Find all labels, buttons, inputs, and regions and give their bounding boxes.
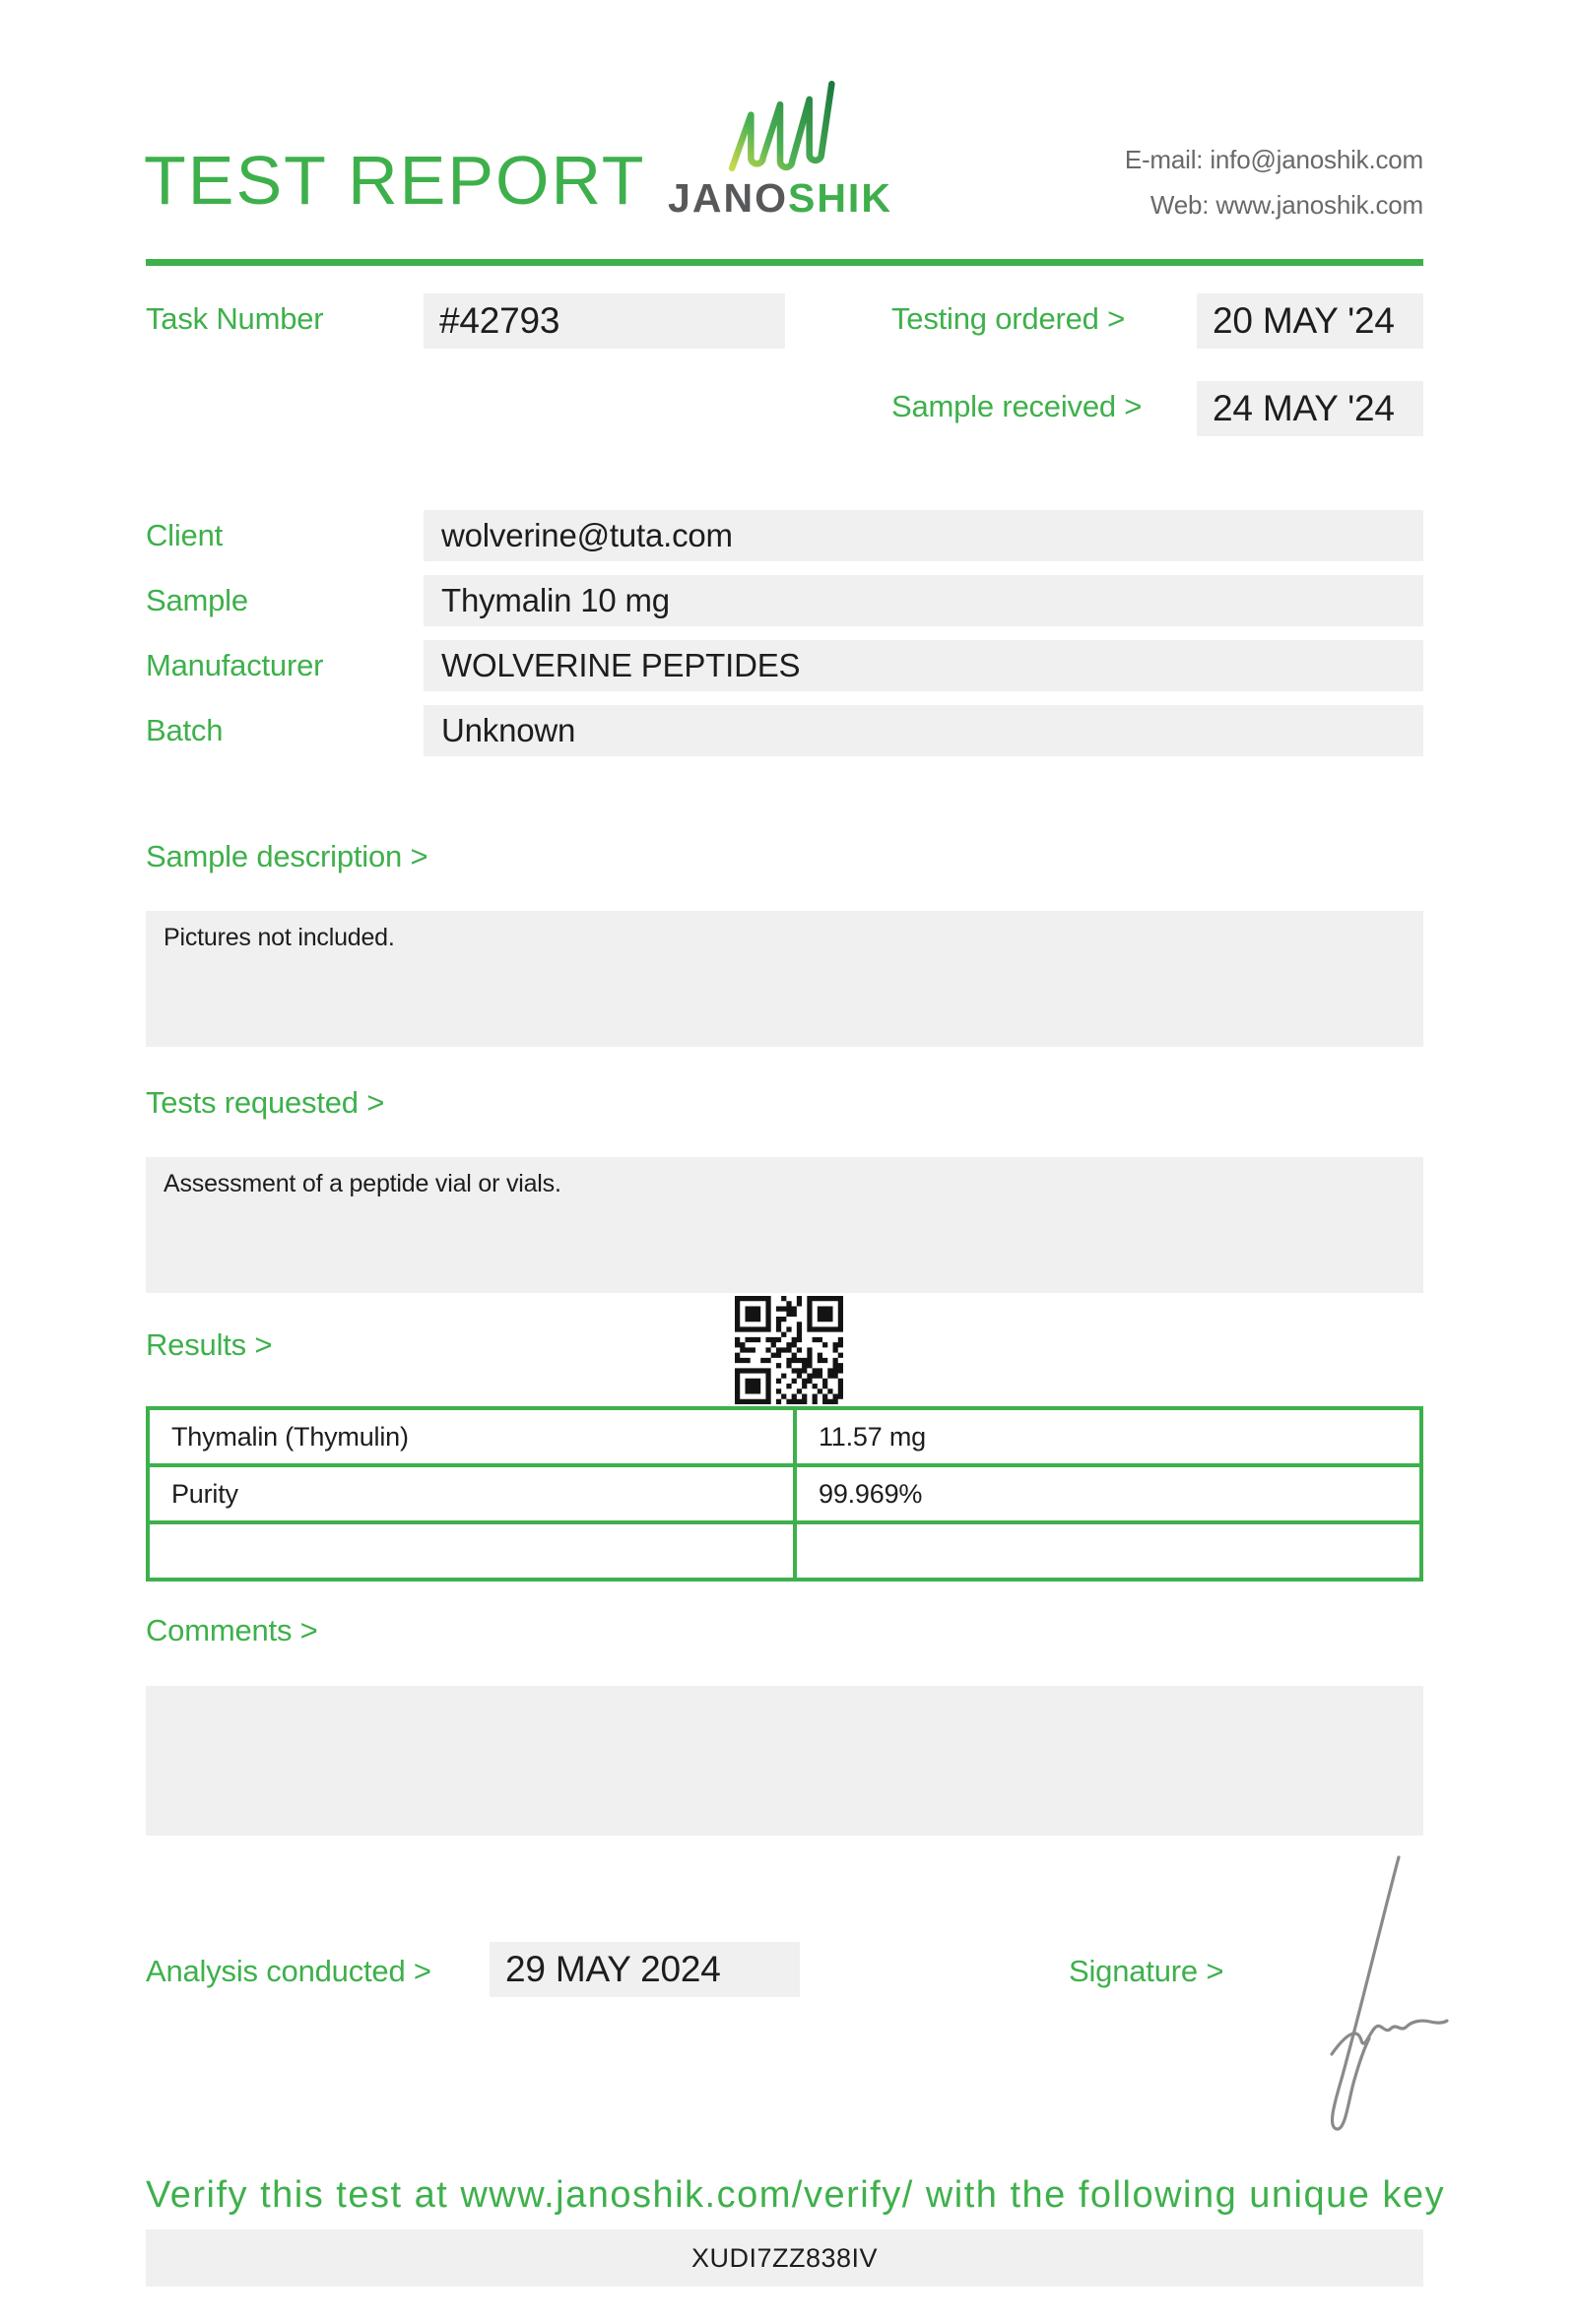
batch-box bbox=[424, 705, 1423, 756]
sample-description-heading: Sample description > bbox=[146, 839, 428, 873]
client-value: wolverine@tuta.com bbox=[441, 517, 733, 553]
chart-growth-icon bbox=[715, 79, 845, 173]
sample-received-label: Sample received > bbox=[891, 389, 1143, 423]
verify-instruction: Verify this test at www.janoshik.com/verify/ with the following unique key bbox=[146, 2174, 1446, 2216]
result-value: 99.969% bbox=[797, 1463, 1419, 1520]
signature-scribble bbox=[1273, 1847, 1450, 2143]
testing-ordered-label: Testing ordered > bbox=[891, 301, 1126, 336]
tests-requested-heading: Tests requested > bbox=[146, 1085, 385, 1120]
task-number-box bbox=[424, 293, 785, 349]
header-divider bbox=[146, 259, 1423, 266]
page-title: TEST REPORT bbox=[144, 142, 646, 219]
wordmark bbox=[662, 175, 898, 222]
client-box bbox=[424, 510, 1423, 561]
batch-value: Unknown bbox=[441, 712, 576, 748]
results-table bbox=[146, 1406, 1423, 1582]
result-name: Thymalin (Thymulin) bbox=[150, 1410, 797, 1463]
task-number-label: Task Number bbox=[146, 301, 324, 336]
analysis-conducted-label: Analysis conducted > bbox=[146, 1954, 431, 1988]
sample-value: Thymalin 10 mg bbox=[441, 582, 670, 618]
testing-ordered-value: 20 MAY '24 bbox=[1213, 300, 1395, 341]
results-heading: Results > bbox=[146, 1327, 273, 1362]
comments-heading: Comments > bbox=[146, 1613, 318, 1647]
sample-description-box bbox=[146, 911, 1423, 1047]
result-value bbox=[797, 1520, 1419, 1578]
result-name bbox=[150, 1520, 797, 1578]
batch-label: Batch bbox=[146, 713, 224, 747]
client-label: Client bbox=[146, 518, 224, 552]
sample-box bbox=[424, 575, 1423, 626]
manufacturer-label: Manufacturer bbox=[146, 648, 324, 682]
sample-label: Sample bbox=[146, 583, 248, 617]
wordmark-green: SHIK bbox=[787, 175, 892, 221]
janoshik-logo bbox=[662, 79, 898, 222]
sample-received-value: 24 MAY '24 bbox=[1213, 388, 1395, 428]
analysis-date-box bbox=[490, 1942, 800, 1997]
wordmark-gray: JANO bbox=[668, 175, 788, 221]
qr-code bbox=[735, 1296, 843, 1404]
task-number-value: #42793 bbox=[439, 300, 560, 341]
contact-email: E-mail: info@janoshik.com bbox=[1124, 145, 1423, 174]
tests-requested-text: Assessment of a peptide vial or vials. bbox=[164, 1170, 561, 1197]
sample-description-text: Pictures not included. bbox=[164, 924, 395, 951]
sample-received-box bbox=[1197, 381, 1423, 436]
unique-key-box bbox=[146, 2229, 1423, 2287]
unique-key-value: XUDI7ZZ838IV bbox=[690, 2243, 879, 2273]
manufacturer-box bbox=[424, 640, 1423, 691]
comments-box bbox=[146, 1686, 1423, 1836]
manufacturer-value: WOLVERINE PEPTIDES bbox=[441, 647, 801, 683]
tests-requested-box bbox=[146, 1157, 1423, 1293]
result-name: Purity bbox=[150, 1463, 797, 1520]
analysis-date-value: 29 MAY 2024 bbox=[505, 1949, 721, 1989]
result-value: 11.57 mg bbox=[819, 1422, 926, 1452]
contact-info bbox=[1125, 138, 1423, 227]
testing-ordered-box bbox=[1197, 293, 1423, 349]
contact-web: Web: www.janoshik.com bbox=[1149, 189, 1423, 220]
signature-label: Signature > bbox=[1069, 1954, 1224, 1988]
